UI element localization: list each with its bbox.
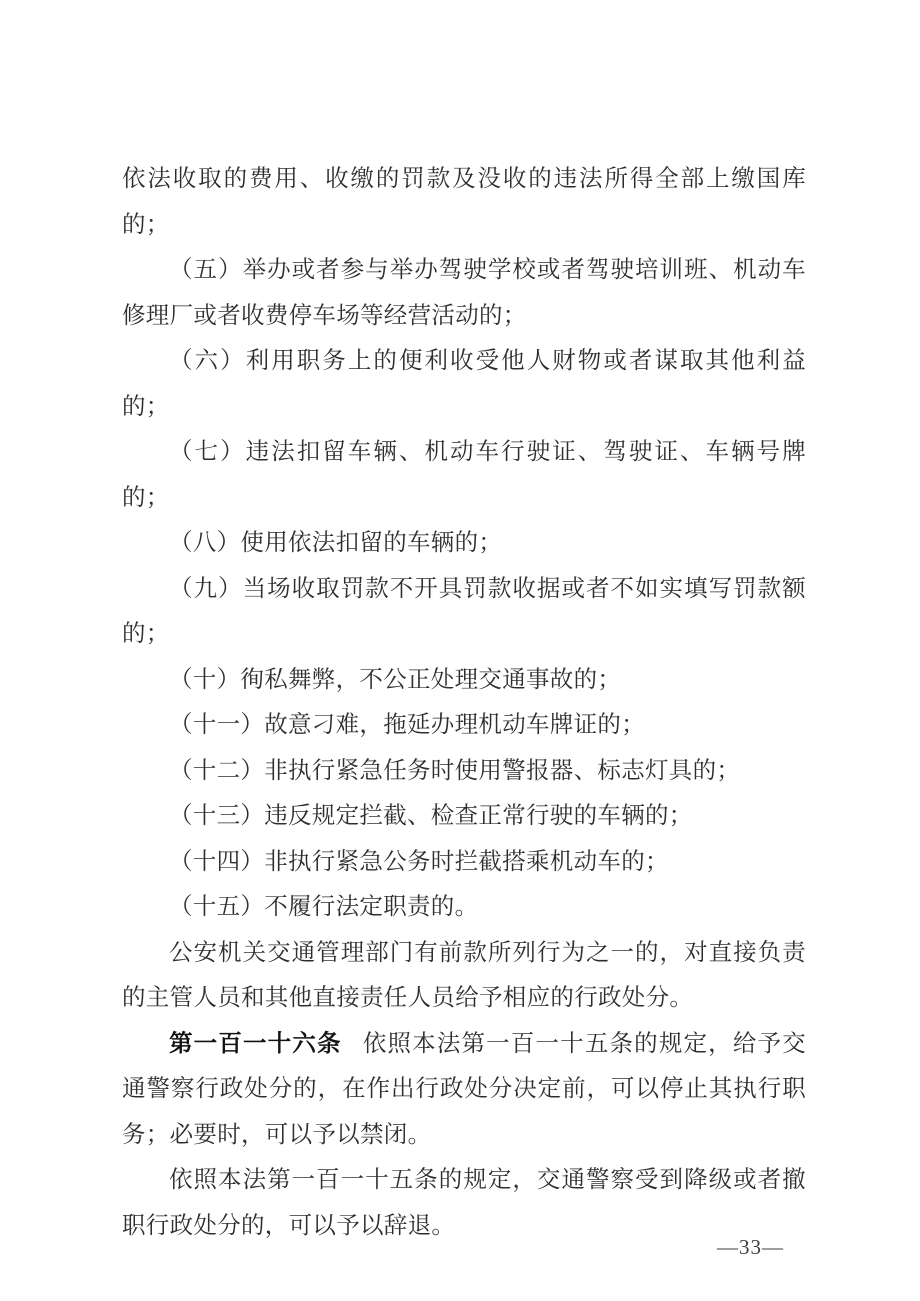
paragraph: 第一百一十六条 依照本法第一百一十五条的规定，给予交通警察行政处分的，在作出行政处分决定前，可以停止其执行职务；必要时，可以予以禁闭。 [122, 1030, 806, 1148]
paragraph: （十三）违反规定拦截、检查正常行驶的车辆的； [169, 803, 693, 829]
paragraph: 依照本法第一百一十五条的规定，交通警察受到降级或者撤职行政处分的，可以予以辞退。 [122, 1167, 806, 1239]
paragraph: （十一）故意刁难，拖延办理机动车牌证的； [169, 712, 645, 738]
paragraph: （七）违法扣留车辆、机动车行驶证、驾驶证、车辆号牌的； [122, 439, 806, 511]
paragraph: （十五）不履行法定职责的。 [169, 894, 479, 920]
paragraph: （六）利用职务上的便利收受他人财物或者谋取其他利益的； [122, 348, 806, 420]
paragraph: 公安机关交通管理部门有前款所列行为之一的，对直接负责的主管人员和其他直接责任人员给予相应的行政处分。 [122, 939, 806, 1011]
page-number: —33— [717, 1235, 784, 1259]
paragraph: （十）徇私舞弊，不公正处理交通事故的； [169, 666, 622, 693]
document-body [122, 157, 806, 1249]
paragraph: （八）使用依法扣留的车辆的； [169, 530, 503, 556]
paragraph: （十二）非执行紧急任务时使用警报器、标志灯具的； [169, 757, 741, 784]
paragraph: 依法收取的费用、收缴的罚款及没收的违法所得全部上缴国库的； [122, 166, 806, 238]
paragraph: （九）当场收取罚款不开具罚款收据或者不如实填写罚款额的； [122, 575, 806, 647]
article-number: 第一百一十六条 [169, 1030, 342, 1057]
paragraph: （十四）非执行紧急公务时拦截搭乘机动车的； [169, 848, 669, 875]
paragraph: （五）举办或者参与举办驾驶学校或者驾驶培训班、机动车修理厂或者收费停车场等经营活动的； [122, 257, 806, 329]
